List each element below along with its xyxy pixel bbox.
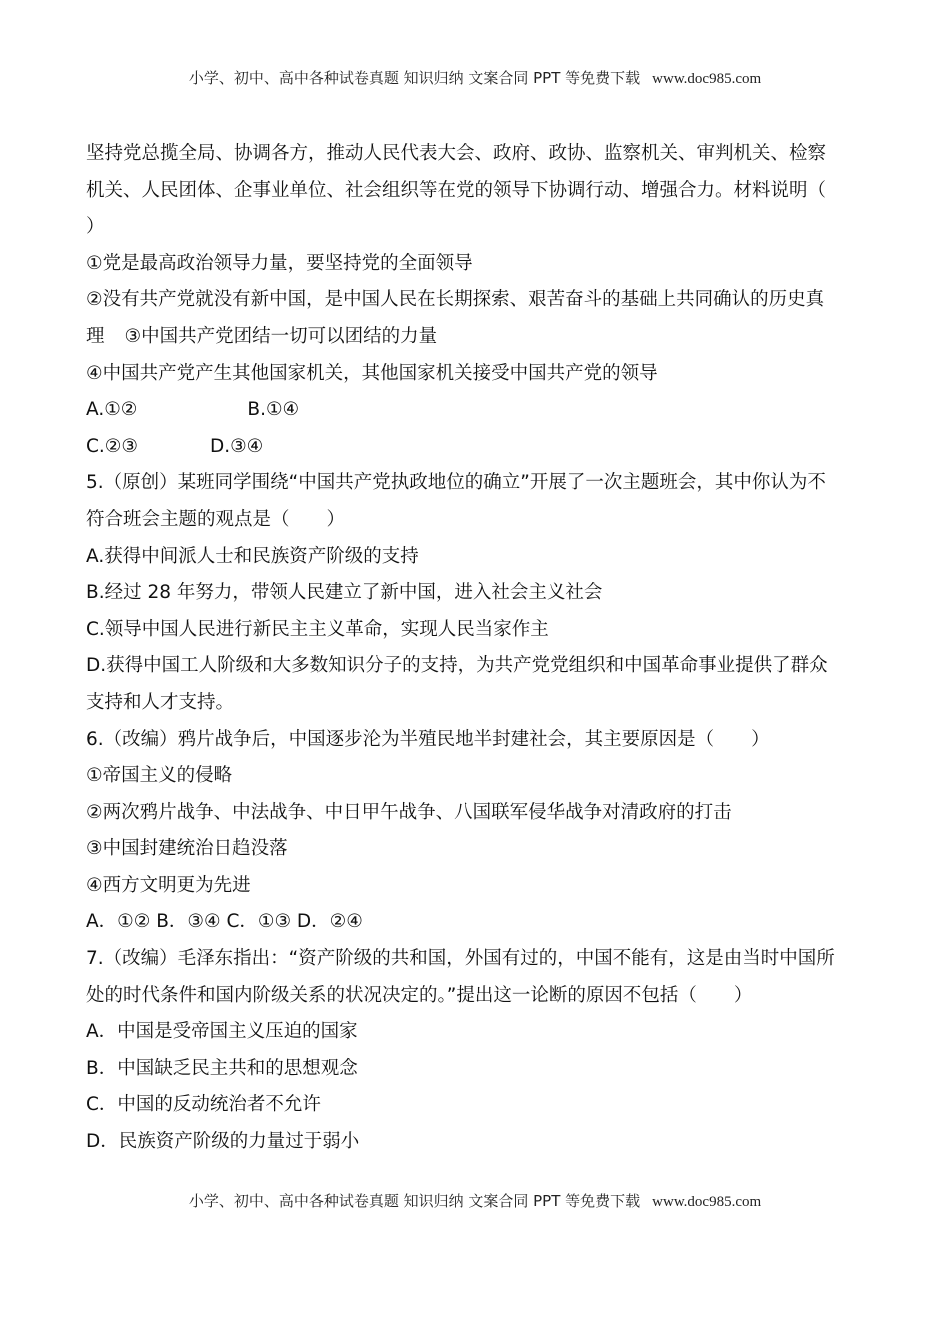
q4-option-c: C.②③ (86, 435, 138, 457)
page-header (0, 67, 950, 88)
q4-item-4: ④中国共产党产生其他国家机关，其他国家机关接受中国共产党的领导 (86, 362, 658, 384)
q6-options: A．①② B．③④ C．①③ D．②④ (86, 911, 363, 933)
q6-item-1: ①帝国主义的侵略 (86, 765, 233, 787)
header-url[interactable]: www.doc985.com (652, 71, 762, 87)
q5-option-a: A.获得中间派人士和民族资产阶级的支持 (86, 545, 419, 567)
document-body (86, 136, 876, 1161)
q7-option-b: B．中国缺乏民主共和的思想观念 (86, 1057, 358, 1079)
q5-stem-line-2: 符合班会主题的观点是（ ） (86, 508, 346, 530)
q5-stem-line-1: 5.（原创）某班同学围绕“中国共产党执政地位的确立”开展了一次主题班会，其中你认为不 (86, 472, 826, 494)
footer-url[interactable]: www.doc985.com (652, 1194, 762, 1210)
q4-stem-line-1: 坚持党总揽全局、协调各方，推动人民代表大会、政府、政协、监察机关、审判机关、检察 (86, 143, 827, 164)
q4-options-row-2 (86, 429, 876, 466)
q5-option-c: C.领导中国人民进行新民主主义革命，实现人民当家作主 (86, 618, 549, 640)
page-footer (0, 1190, 950, 1211)
footer-text: 小学、初中、高中各种试卷真题 知识归纳 文案合同 PPT 等免费下载 (188, 1192, 641, 1210)
q6-item-4: ④西方文明更为先进 (86, 874, 251, 896)
q7-stem-line-2: 处的时代条件和国内阶级关系的状况决定的。”提出这一论断的原因不包括（ ） (86, 984, 753, 1006)
q4-option-a: A.①② (86, 399, 138, 421)
q4-item-1: ①党是最高政治领导力量，要坚持党的全面领导 (86, 252, 473, 274)
q4-stem-line-3: ） (86, 216, 105, 238)
q5-option-d-line-1: D.获得中国工人阶级和大多数知识分子的支持，为共产党党组织和中国革命事业提供了群众 (86, 655, 828, 677)
header-text: 小学、初中、高中各种试卷真题 知识归纳 文案合同 PPT 等免费下载 (188, 69, 641, 87)
q4-options-row-1 (86, 392, 876, 429)
q7-option-a: A．中国是受帝国主义压迫的国家 (86, 1021, 358, 1043)
q4-item-2-3-line (86, 319, 876, 356)
q6-item-2: ②两次鸦片战争、中法战争、中日甲午战争、八国联军侵华战争对清政府的打击 (86, 801, 732, 823)
q6-item-3: ③中国封建统治日趋没落 (86, 838, 288, 860)
q4-option-b: B.①④ (247, 399, 300, 421)
q7-option-d: D．民族资产阶级的力量过于弱小 (86, 1131, 360, 1153)
q4-option-d: D.③④ (209, 435, 264, 457)
q7-stem-line-1: 7.（改编）毛泽东指出：“资产阶级的共和国，外国有过的，中国不能有，这是由当时中国所 (86, 948, 835, 970)
q6-stem: 6.（改编）鸦片战争后，中国逐步沦为半殖民地半封建社会，其主要原因是（ ） (86, 728, 770, 750)
q4-item-3: ③中国共产党团结一切可以团结的力量 (124, 325, 438, 347)
q5-option-b: B.经过 28 年努力，带领人民建立了新中国，进入社会主义社会 (86, 582, 603, 604)
q7-option-c: C．中国的反动统治者不允许 (86, 1094, 321, 1116)
q4-stem-line-2: 机关、人民团体、企事业单位、社会组织等在党的领导下协调行动、增强合力。材料说明（ (86, 179, 827, 201)
q4-item-2-line-2: 理 (86, 325, 105, 347)
q4-item-2-line-1: ②没有共产党就没有新中国，是中国人民在长期探索、艰苦奋斗的基础上共同确认的历史真 (86, 289, 825, 311)
q5-option-d-line-2: 支持和人才支持。 (86, 691, 235, 713)
